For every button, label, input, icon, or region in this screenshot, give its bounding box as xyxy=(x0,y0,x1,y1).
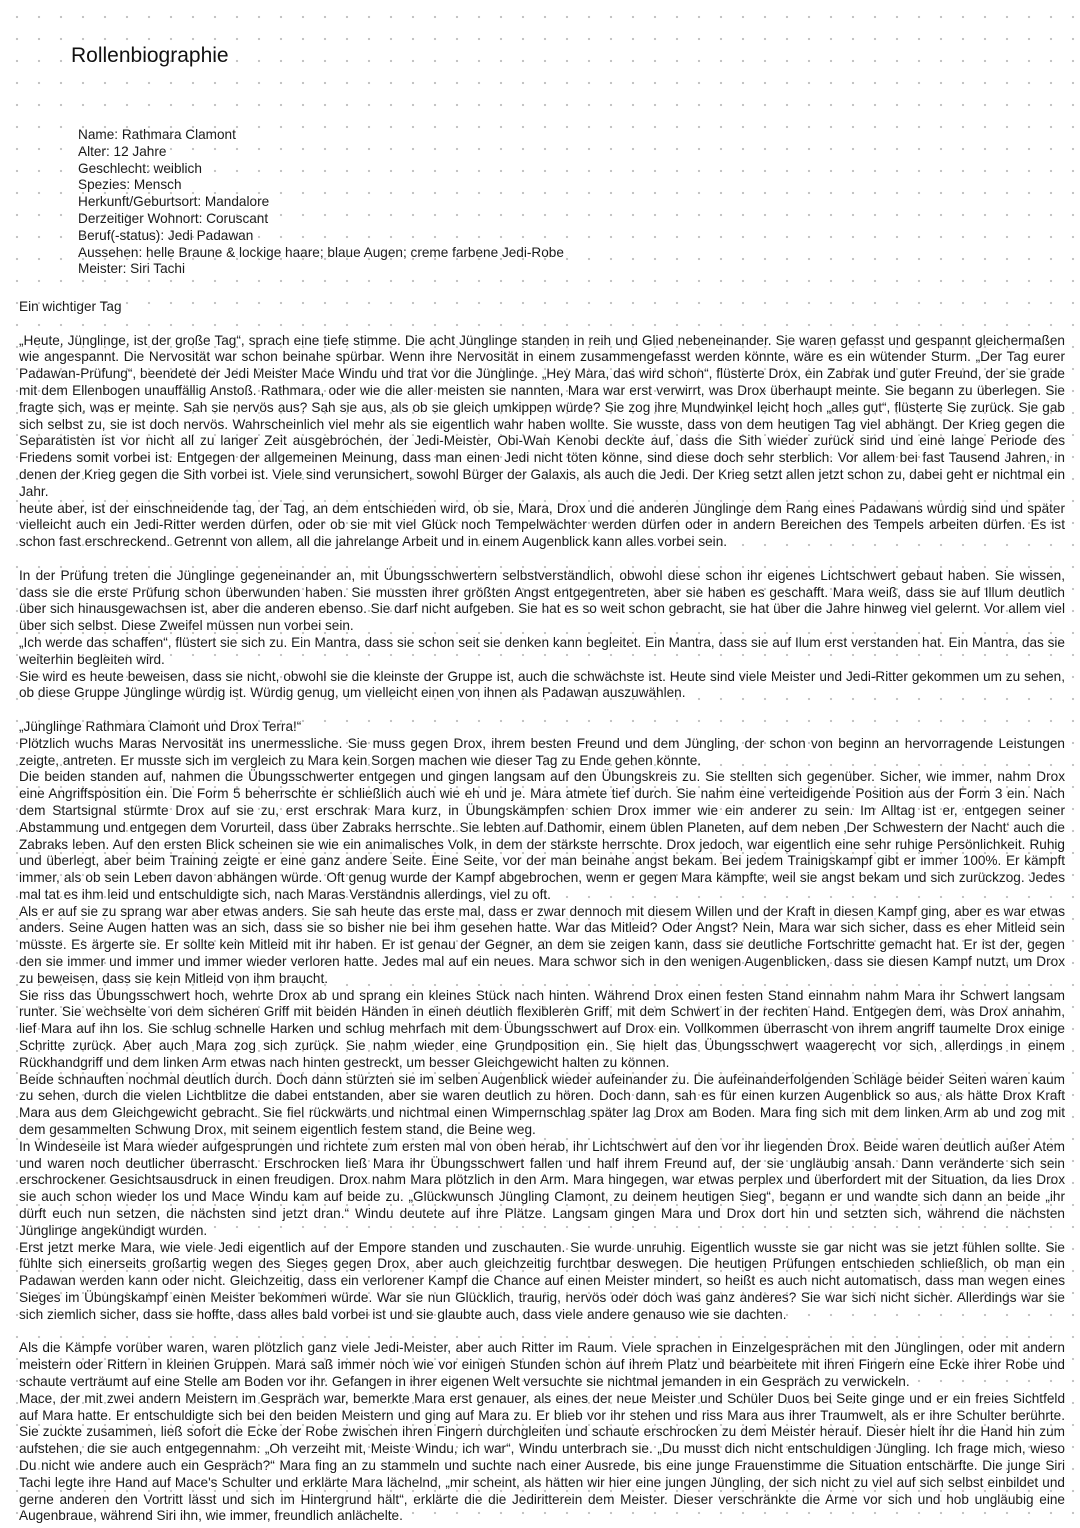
story-body xyxy=(19,299,1065,1525)
profile-list xyxy=(78,127,564,278)
profile-species: Spezies: Mensch xyxy=(78,177,182,193)
story-heading: Ein wichtiger Tag xyxy=(19,299,122,314)
profile-gender: Geschlecht: weiblich xyxy=(78,160,202,176)
profile-origin: Herkunft/Geburtsort: Mandalore xyxy=(78,194,270,210)
story-paragraph: In der Prüfung treten die Jünglinge gegeneinander an, mit Übungsschwertern selbstverständlich, obwohl diese schon ihr eigenes Lichtschwert gebaut haben. Sie wissen, dass sie die erste Prüfung schon überwunden haben. Sie mussten ihrer größten Angst entgegentreten, aber sie haben es geschafft. Mara weiß, dass sie auf Illum deutlich über sich hinausgewachsen ist, aber die anderen ebenso. Sie darf nicht aufgeben. Sie hat es so weit schon gebracht, sie hat über die Jahre hinweg viel gelernt. Vor allem viel über sich selbst. Diese Zweifel müssen nun vorbei sein. xyxy=(19,567,1065,634)
story-paragraph: Als er auf sie zu sprang war aber etwas anders. Sie sah heute das erste mal, dass er zwar dennoch mit diesem Willen und der Kraft in diesen Kampf ging, aber es war etwas anders. Seine Augen hatten was an sich, dass sie so bisher nie bei ihm gesehen hatte. War das Mitleid? Oder Angst? Nein, Mara war sich sicher, dass es eher Mitleid sein müsste. Es ärgerte sie. Er sollte kein Mitleid mit ihr haben. Er ist genau der Gegner, an dem sie zeigen kann, dass sie deutliche Fortschritte gemacht hat. Er ist der, gegen den sie immer und immer und immer wieder verloren hatte. Jedes mal auf ein neues. Mara schwor sich in den wenigen Augenblicken, dass sie diesen Kampf nutzt, um Drox zu beweisen, dass sie kein Mitleid von ihm braucht. xyxy=(19,903,1065,986)
story-paragraph: Beide schnauften nochmal deutlich durch. Doch dann stürzten sie im selben Augenblick wieder aufeinander zu. Die aufeinanderfolgenden Schläge beider Seiten waren kaum zu sehen, durch die vielen Lichtblitze die dabei entstanden, aber sie waren deutlich zu hören. Doch dann, sah es für einen kurzen Augenblick so aus, als hätte Drox Kraft Mara aus dem Gleichgewicht gebracht. Sie fiel rückwärts und nichtmal einen Wimpernschlag später lag Drox am Boden. Mara fing sich mit dem linken Arm ab und zog mit dem gesammelten Schwung Drox, mit seinem eigentlich festem stand, die Beine weg. xyxy=(19,1071,1065,1138)
story-paragraph: heute aber, ist der einschneidende tag, der Tag, an dem entschieden wird, ob sie, Mara, Drox und die anderen Jünglinge dem Rang eines Padawans würdig sind und später vielleicht auch ein Jedi-Ritter werden dürfen, oder ob sie mit viel Glück noch Tempelwächter werden dürfen oder in andern Bereichen des Tempels arbeiten dürfen. Es ist schon fast erschreckend. Getrennt von allem, all die jahrelange Arbeit und in einem Augenblick kann alles vorbei sein. xyxy=(19,500,1065,550)
story-paragraph: Sie wird es heute beweisen, dass sie nicht, obwohl sie die kleinste der Gruppe ist, auch die schwächste ist. Heute sind viele Meister und Jedi-Ritter gekommen um zu sehen, ob diese Gruppe Jünglinge würdig ist. Würdig genug, um vielleicht einen von ihnen als Padawan auszuwählen. xyxy=(19,668,1065,701)
story-paragraph: Plötzlich wuchs Maras Nervosität ins unermessliche. Sie muss gegen Drox, ihrem besten Freund und dem Jüngling, der schon von beginn an hervorragende Leistungen zeigte, antreten. Er musste sich im vergleich zu Mara kein Sorgen machen wie dieser Tag zu Ende gehen könnte. xyxy=(19,735,1065,768)
story-paragraph: Die beiden standen auf, nahmen die Übungsschwerter entgegen und gingen langsam auf den Übungskreis zu. Sie stellten sich gegenüber. Sicher, wie immer, nahm Drox eine Angriffsposition ein. Die Form 5 beherrschte er schließlich auch wie eh und je. Mara atmete tief durch. Sie nahm eine verteidigende Position aus der Form 3 ein. Nach dem Startsignal stürmte Drox auf sie zu, erst erschrak Mara kurz, in Übungskämpfen schien Drox immer wie ein anderer zu sein. Im Alltag ist er, entgegen seiner Abstammung und entgegen dem Vorurteil, dass über Zabraks herrschte. Sie lebten auf Dathomir, einem üblen Planeten, auf dem neben ‚Der Schwestern der Nacht‘ auch die Zabraks leben. Auf den ersten Blick scheinen sie wie ein animalisches Volk, in dem der stärkste herrschte. Drox jedoch, war eigentlich eine sehr ruhige Persönlichkeit. Ruhig und überlegt, aber beim Training zeigte er eine ganz andere Seite. Eine Seite, vor der man beinahe angst bekam. Bei jedem Trainigskampf gibt er immer 100%. Er kämpft immer, als ob sein Leben davon abhängen würde. Oft genug wurde der Kampf abgebrochen, wenn er gegen Mara kämpfte, weil sie angst bekam und sich zurückzog. Jedes mal tat es ihm leid und entschuldigte sich, nach Maras Verständnis allerdings, viel zu oft. xyxy=(19,769,1065,902)
profile-master: Meister: Siri Tachi xyxy=(78,261,186,277)
page-title: Rollenbiographie xyxy=(71,44,229,67)
story-paragraph: „Jünglinge Rathmara Clamont und Drox Terra!“ xyxy=(19,718,302,734)
story-paragraph: In Windeseile ist Mara wieder aufgesprungen und richtete zum ersten mal von oben herab, ihr Lichtschwert auf den vor ihr liegenden Drox. Beide waren deutlich außer Atem und waren noch deutlicher überrascht. Erschrocken ließ Mara ihr Übungsschwert fallen und half ihrem Freund auf, der sie ungläubig ansah. Dann veränderte sich sein erschrockener Gesichtsausdruck in einen freudigen. Drox nahm Mara plötzlich in den Arm. Mara hingegen, war etwas perplex und überfordert mit der Situation, da lies Drox sie auch schon wieder los und Mace Windu kam auf beide zu. „Glückwunsch Jüngling Clamont, zu deinem heutigen Sieg“, begann er und wandte sich dann an beide „ihr dürft euch nun setzen, die nächsten sind jetzt dran.“ Windu deutete auf ihre Plätze. Langsam gingen Mara und Drox dort hin und setzten sich, während die nächsten Jünglinge angekündigt wurden. xyxy=(19,1138,1065,1238)
profile-appearance: Aussehen: helle Braune & lockige haare; blaue Augen; creme farbene Jedi-Robe xyxy=(78,244,564,260)
story-paragraph: Erst jetzt merke Mara, wie viele Jedi eigentlich auf der Empore standen und zuschauten. Sie wurde unruhig. Eigentlich wusste sie gar nicht was sie jetzt fühlen sollte. Sie fühlte sich einerseits großartig wegen des Sieges gegen Drox, aber auch gleichzeitig furchtbar deswegen. Die heutigen Prüfungen entschieden schließlich, ob man ein Padawan werden kann oder nicht. Gleichzeitig, dass ein verlorener Kampf die Chance auf einen Meister mindert, so heißt es auch nicht automatisch, dass man wegen eines Sieges im Übungskampf einen Meister bekommen würde. War sie nun Glücklich, traurig, nervös oder doch was ganz anderes? Sie war sich nicht sicher. Allerdings war sie sich ziemlich sicher, dass sie hoffte, dass alles bald vorbei ist und sie glaubte auch, dass viele andere genauso wie sie dachten. xyxy=(19,1239,1065,1322)
profile-residence: Derzeitiger Wohnort: Coruscant xyxy=(78,210,269,226)
story-paragraph: „Ich werde das schaffen“, flüstert sie sich zu. Ein Mantra, dass sie schon seit sie denken kann begleitet. Ein Mantra, dass sie auf Ilum erst verstanden hat. Ein Mantra, das sie weiterhin begleiten wird. xyxy=(19,634,1065,667)
story-paragraph: Als die Kämpfe vorüber waren, waren plötzlich ganz viele Jedi-Meister, aber auch Ritter im Raum. Viele sprachen in Einzelgesprächen mit den Jünglingen, oder mit andern meistern oder Rittern in kleinen Gruppen. Mara saß immer noch wie vor einigen Stunden schon auf ihrem Platz und bearbeitete mit ihren Fingern eine Ecke ihrer Robe und schaute verträumt auf eine Stelle am Boden vor ihr. Gefangen in ihrer eigenen Welt versuchte sie nichtmal jemanden in ein Gespräch zu verwickeln. xyxy=(19,1340,1065,1389)
story-paragraph: Sie riss das Übungsschwert hoch, wehrte Drox ab und sprang ein kleines Stück nach hinten. Während Drox einen festen Stand einnahm nahm Mara ihr Schwert langsam runter. Sie wechselte von dem sicheren Griff mit beiden Händen in einen deutlich flexibleren Griff, mit dem Schwert in der rechten Hand. Entgegen dem, was Drox annahm, lief Mara auf ihn los. Sie schlug schnelle Harken und schlug mehrfach mit dem Übungsschwert auf Drox ein. Vollkommen überrascht von ihrem angriff taumelte Drox einige Schritte zurück. Aber auch Mara zog sich zurück. Sie nahm wieder eine Grundposition ein. Sie hielt das Übungsschwert waagerecht vor sich, allerdings in einem Rückhandgriff und dem linken Arm etwas nach hinten gestreckt, um besser Gleichgewicht halten zu können. xyxy=(19,987,1065,1070)
story-paragraph: Mace, der mit zwei andern Meistern im Gespräch war, bemerkte Mara erst genauer, als eines der neue Meister und Schüler Duos bei Seite ginge und er ein freies Sichtfeld auf Mara hatte. Er entschuldigte sich bei den beiden Meistern und ging auf Mara zu. Er blieb vor ihr stehen und riss Mara aus ihrer Traumwelt, als er ihre Schulter berührte. Sie zuckte zusammen, ließ sofort die Ecke der Robe zwischen ihren Fingern durchgleiten und schaute erschrocken zu dem Meister herauf. Dieser hielt ihr die Hand hin zum aufstehen, die sie auch entgegennahm. „Oh verzeiht mit, Meiste Windu, ich war“, Windu unterbrach sie. „Du musst dich nicht entschuldigen Jüngling. Ich frage mich, wieso Du nicht wie andere auch ein Gespräch?“ Mara fing an zu stammeln und suchte nach einer Ausrede, bis eine junge Frauenstimme die Situation entschärfte. Die junge Siri Tachi legte ihre Hand auf Mace's Schulter und erklärte Mara lächelnd, „mir scheint, als hätten wir hier eine jungen Jüngling, der sich nicht zu viel auf sich selbst einbildet und gerne anderen den Vortritt lässt und sich im Hintergrund hält“, erklärte die die Jediritterein dem Meister. Dieser verschränkte die Arme vor sich und hob ungläubig eine Augenbraue, während Siri ihn, wie immer, freundlich anlächelte. xyxy=(19,1390,1065,1524)
profile-profession: Beruf(-status): Jedi Padawan xyxy=(78,227,254,243)
story-paragraph: „Heute, Jünglinge, ist der große Tag“, sprach eine tiefe stimme. Die acht Jünglinge standen in reih und Glied nebeneinander. Sie waren gefasst und gespannt gleichermaßen wie angespannt. Die Nervosität war schon beinahe spürbar. Wenn ihre Nervosität in einem zusammengefasst werden könnte, wäre es ein wütender Sturm. „Der Tag eurer Padawan-Prüfung“, beendete der Jedi Meister Mace Windu und trat vor die Jünglinge. „Hey Mara, das wird schon“, flüsterte Drox, ein Zabrak und guter Freund, der sie grade mit dem Ellenbogen unauffällig Anstoß. Rathmara, oder wie die aller meisten sie nannten, Mara war erst verwirrt, was Drox überhaupt meinte. Sie begann zu überlegen. Sie fragte sich, was er meinte. Sah sie nervös aus? Sah sie aus, als ob sie gleich umkippen würde? Sie zog ihre Mundwinkel leicht hoch „alles gut“, flüsterte Sie zurück. Sie gab sich selbst zu, sie ist doch nervös. Wahrscheinlich viel mehr als sie eigentlich wahr haben wollte. Sie wusste, dass von dem heutigen Tag viel abhängt. Der Krieg gegen die Separatisten ist vor nicht all zu langer Zeit ausgebrochen, der Jedi-Meister, Obi-Wan Kenobi deckte auf, dass die Sith wieder zurück sind und eine lange Periode des Friedens somit vorbei ist. Entgegen der allgemeinen Meinung, dass man einen Jedi nicht töten könne, sind diese doch sehr sterblich. Vor allem bei fast Tausend Jahren, in denen der Krieg gegen die Sith vorbei ist. Viele sind verunsichert, sowohl Bürger der Galaxis, als auch die Jedi. Der Krieg setzt allen jetzt schon zu, dabei geht er nichtmal ein Jahr. xyxy=(19,332,1065,499)
profile-name: Name: Rathmara Clamont xyxy=(78,127,236,142)
profile-age: Alter: 12 Jahre xyxy=(78,143,167,159)
